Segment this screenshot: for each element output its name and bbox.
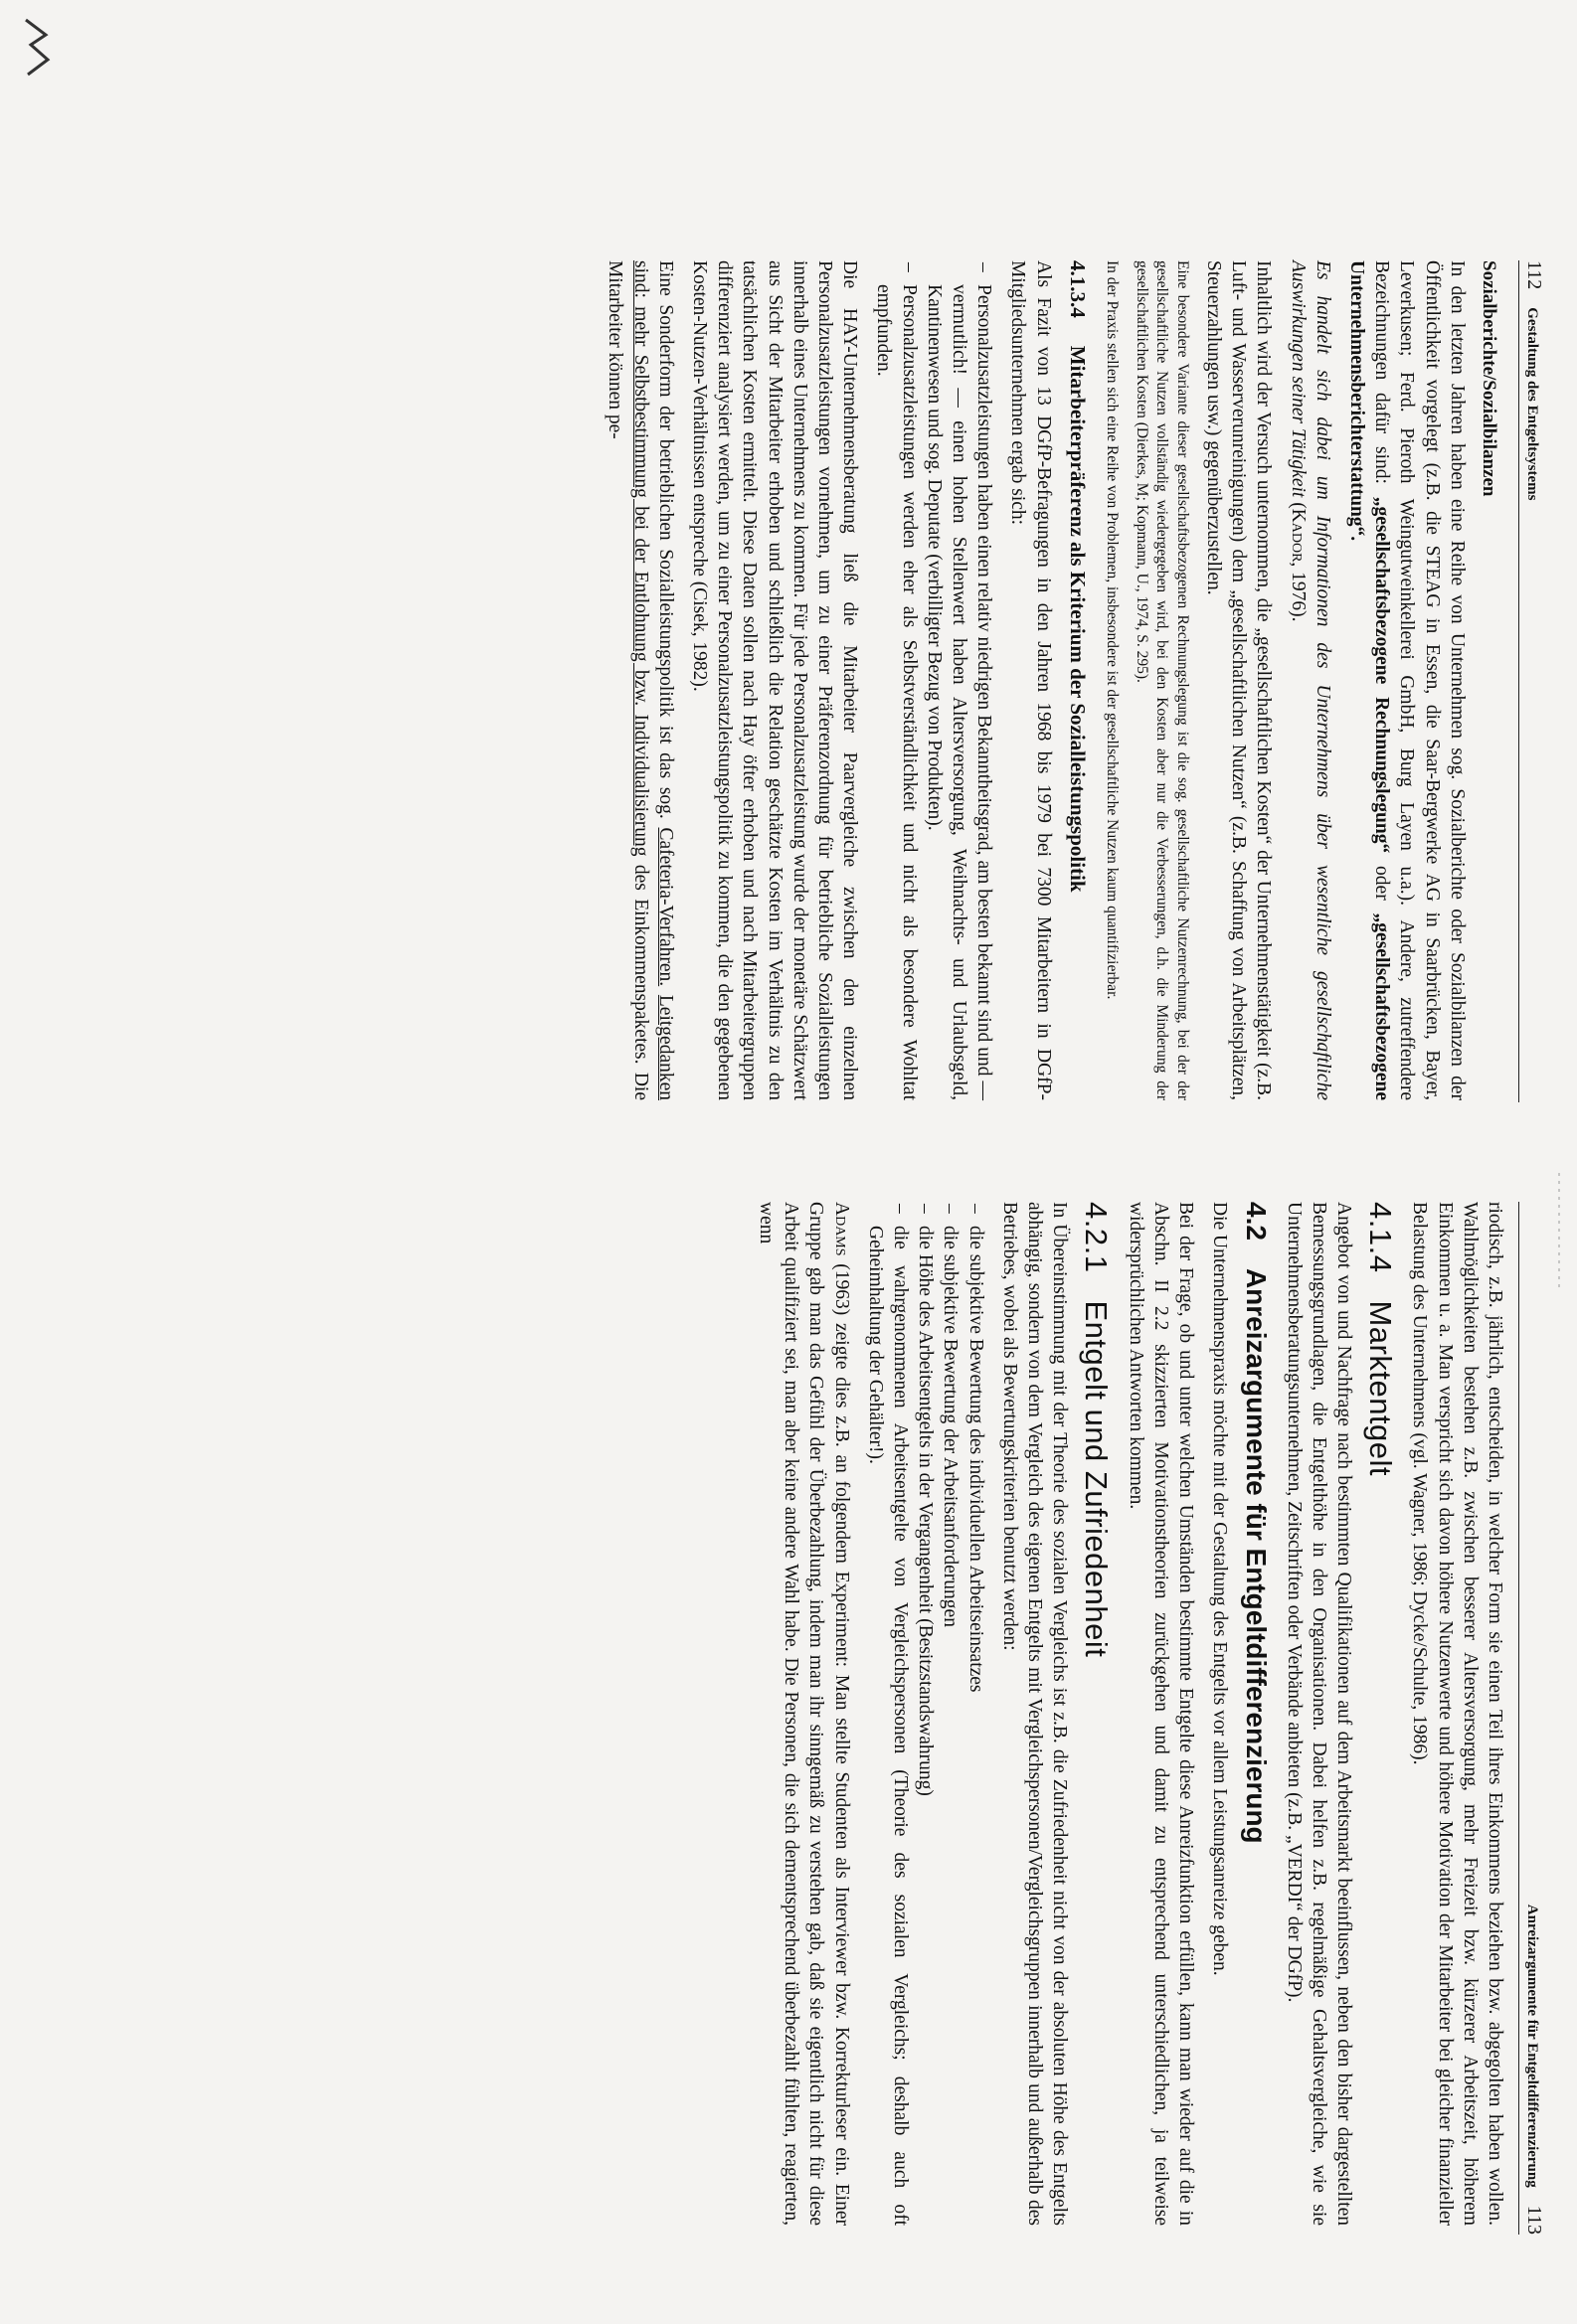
list-item: – die subjektive Bewertung der Arbeitsanforderungen	[938, 1202, 963, 2226]
list-item: – die wahrgenommenen Arbeitsentgelte von Vergleichspersonen (Theorie des sozialen Vergleichs; deshalb auch oft Geheimhaltung der Gehälter!).	[863, 1202, 913, 2226]
bullet-list	[871, 260, 996, 1100]
left-page-header	[1522, 260, 1545, 500]
right-page-number: 113	[1523, 2205, 1545, 2235]
right-running-title: Anreizargumente für Entgeltdifferenzierung	[1524, 1904, 1540, 2188]
scan-smudge-icon	[16, 15, 56, 84]
paragraph: riodisch, z.B. jährlich, entscheiden, in welcher Form sie einen Teil ihres Einkommens beziehen bzw. abgegolten haben wollen. Wahlmöglichkeiten bestehen z.B. zwischen besserer Altersversorgung, mehr Freizeit bzw. kürzerer Arbeitszeit, höherem Einkommen u. a. Man verspricht sich davon höhere Nutzenwerte und höhere Motivation der Mitarbeiter bei gleicher finanzieller Belastung des Unternehmens (vgl. Wagner, 1986; Dycke/Schulte, 1986).	[1409, 1202, 1505, 2226]
section-heading-42: 4.2Anreizargumente für Entgeltdifferenzierung	[1241, 1202, 1273, 1844]
left-page-number: 112	[1523, 260, 1545, 290]
left-section-heading: Sozialberichte/Sozialbilanzen	[1479, 260, 1499, 497]
right-page-header	[1522, 1905, 1545, 2235]
list-item: – die Höhe des Arbeitsentgelts in der Vergangenheit (Besitzstandswahrung)	[913, 1202, 938, 2226]
paragraph: Angebot von und Nachfrage nach bestimmten Qualifikationen auf dem Arbeitsmarkt beeinflussen, neben den bisher dargestellten Bemessungsgrundlagen, die Entgelthöhe in den Organisationen. Dabei helfen z.B. regelmäßige Gehaltsvergleiche, wie sie Unternehmensberatungsunternehmen, Zeitschriften oder Verbände anbieten (z.B. „VERDI“ der DGfP).	[1283, 1202, 1354, 2226]
section-heading-421: 4.2.1Entgelt und Zufriedenheit	[1079, 1202, 1115, 1658]
section-heading-414: 4.1.4Marktentgelt	[1363, 1202, 1399, 1477]
paragraph: Adams (1963) zeigte dies z.B. an folgendem Experiment: Man stellte Studenten als Interviewer bzw. Korrekturleser ein. Einer Gruppe gab man das Gefühl der Überbezahlung, indem man ihr sinngemäß zu verstehen gab, daß sie eigentlich nicht für diese Arbeit qualifiziert sei, man aber keine andere Wahl habe. Die Personen, die sich dementsprechend überbezahlt fühlten, reagierten, wenn	[755, 1202, 852, 2227]
list-item: – die subjektive Bewertung des individuellen Arbeitseinsatzes	[963, 1202, 987, 2226]
left-text-column	[594, 260, 1507, 1100]
right-header-rule	[1518, 1202, 1519, 2235]
paragraph-italic: Es handelt sich dabei um Informationen des Unternehmens über wesentliche gesellschaftliche Auswirkungen seiner Tätigkeit (Kador, 1976).	[1287, 260, 1333, 1100]
paragraph-small: Eine besondere Variante dieser gesellschaftsbezogenen Rechnungslegung ist die sog. gesellschaftliche Nutzenrechnung, bei der der gesellschaftliche Nutzen vollständig wiedergegeben wird, bei den Kosten aber nur die Verbesserungen, d.h. die Minderung der gesellschaftlichen Kosten (Dierkes, M; Kopmann, U., 1974, S. 295).	[1133, 260, 1191, 1100]
paragraph: In den letzten Jahren haben eine Reihe von Unternehmen sog. Sozialberichte oder Sozialbilanzen der Öffentlichkeit vorgelegt (z.B. die STEAG in Essen, die Saar-Bergwerke AG in Saarbrücken, Bayer, Leverkusen; Ferd. Pieroth Weingutweinkellerei GmbH, Burg Layen u.a.). Andere, zutreffendere Bezeichnungen dafür sind: „gesellschaftsbezogene Rechnungslegung“ oder „gesellschaftsbezogene Unternehmensberichterstattung“.	[1345, 260, 1468, 1101]
section-heading-4134: 4.1.3.4Mitarbeiterpräferenz als Kriterium der Sozialleistungspolitik	[1065, 260, 1090, 893]
left-running-title: Gestaltung des Entgeltsystems	[1524, 307, 1540, 501]
scan-smudge-icon	[1553, 1173, 1565, 1292]
paragraph: Bei der Frage, ob und unter welchen Umständen bestimmte Entgelte diese Anreizfunktion erfüllen, kann man wieder auf die in Abschn. II 2.2 skizzierten Motivationstheorien zurückgehen und damit zu entsprechend unterschiedlichen, ja teilweise widersprüchlichen Antworten kommen.	[1125, 1202, 1196, 2226]
right-text-column	[745, 1202, 1507, 2226]
right-page	[0, 1162, 1577, 2324]
paragraph: Die HAY-Unternehmensberatung ließ die Mitarbeiter Paarvergleiche zwischen den einzelnen Personalzusatzleistungen vornehmen, um zu einer Präferenzordnung für betriebliche Sozialleistungen innerhalb eines Unternehmens zu kommen. Für jede Personalzusatzleistung wurde der monetäre Schätzwert aus Sicht der Mitarbeiter erhoben und schließlich die Relation geschätzte Kosten im Verhältnis zu den tatsächlichen Kosten ermittelt. Diese Daten sollen nach Hay öfter erhoben und nach Mitarbeitergruppen differenziert analysiert werden, um zu einer Personalzusatzleistungspolitik zu kommen, die den gegebenen Kosten-Nutzen-Verhältnissen entspreche (Cisek, 1982).	[688, 260, 861, 1100]
left-header-rule	[1518, 260, 1519, 1102]
list-item: – Personalzusatzleistungen werden eher als Selbstverständlichkeit und nicht als besondere Wohltat empfunden.	[871, 260, 921, 1100]
bullet-list	[863, 1202, 988, 2226]
paragraph-small: In der Praxis stellen sich eine Reihe von Problemen, insbesondere ist der gesellschaftliche Nutzen kaum quantifizierbar.	[1104, 260, 1122, 1000]
paragraph: Die Unternehmenspraxis möchte mit der Gestaltung des Entgelts vor allem Leistungsanreize geben.	[1209, 1202, 1231, 1976]
paragraph: In Übereinstimmung mit der Theorie des sozialen Vergleichs ist z.B. die Zufriedenheit nicht von der absoluten Höhe des Entgelts abhängig, sondern von dem Vergleich des eigenen Entgelts mit Vergleichspersonen/Vergleichsgruppen innerhalb und außerhalb des Betriebes, wobei als Bewertungskriterien benutzt werden:	[998, 1202, 1071, 2226]
paragraph: Inhaltlich wird der Versuch unternommen, die „gesellschaftlichen Kosten“ der Unternehmenstätigkeit (z.B. Luft- und Wasserverunreinigungen) dem „gesellschaftlichen Nutzen“ (z.B. Schaffung von Arbeitsplätzen, Steuerzahlungen usw.) gegenüberzustellen.	[1202, 260, 1275, 1100]
paragraph: Eine Sonderform der betrieblichen Sozialleistungspolitik ist das sog. Cafeteria-Verfahren. Leitgedanken sind: mehr Selbstbestimmung bei der Entlohnung bzw. Individualisierung des Einkommenspaketes. Die Mitarbeiter können pe-	[605, 260, 676, 1101]
list-item: – Personalzusatzleistungen haben einen relativ niedrigen Bekanntheitsgrad, am besten bekannt sind und — vermutlich! — einen hohen Stellenwert haben Altersversorgung, Weihnachts- und Urlaubsgeld, Kantinenwesen und sog. Deputate (verbilligter Bezug von Produkten).	[922, 260, 997, 1100]
paragraph: Als Fazit von 13 DGfP-Befragungen in den Jahren 1968 bis 1979 bei 7300 Mitarbeitern in DGfP-Mitgliedsunternehmen ergab sich:	[1007, 260, 1054, 1100]
